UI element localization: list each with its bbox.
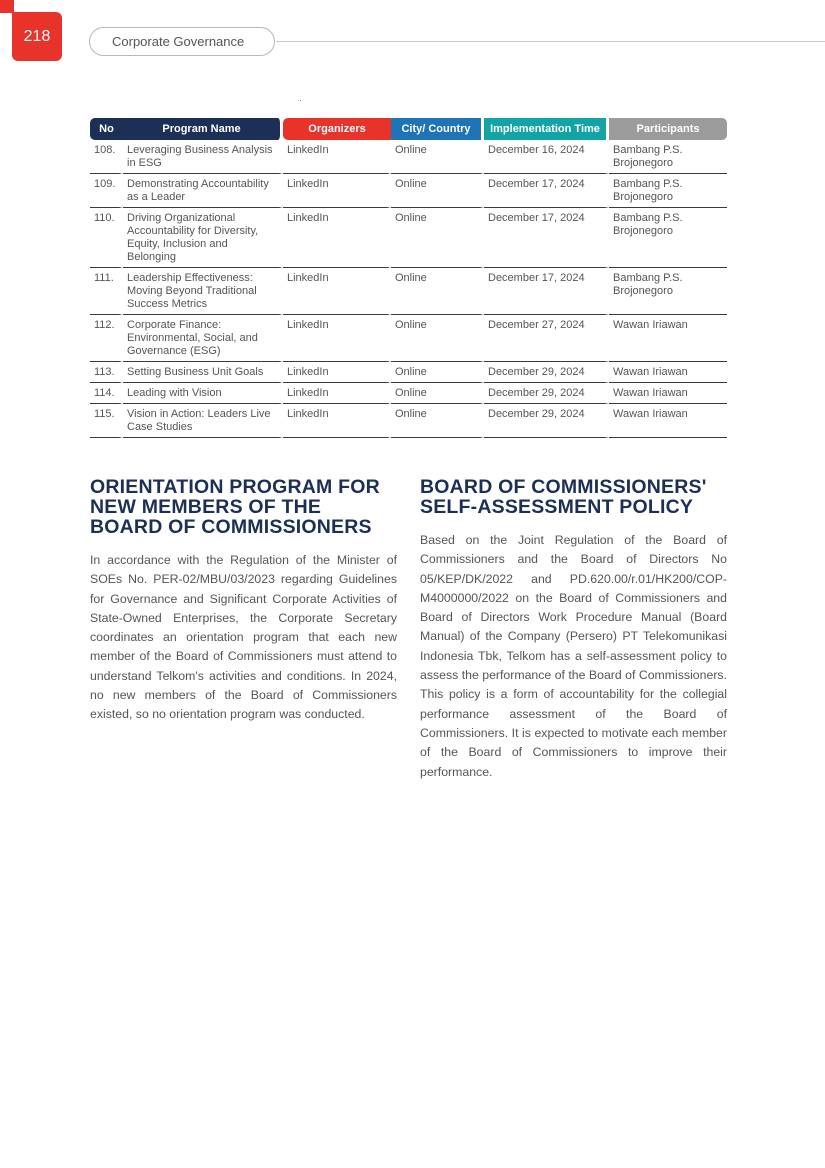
table-row	[90, 383, 727, 404]
table-row	[90, 362, 727, 383]
cell-implementation-time: December 17, 2024	[484, 208, 609, 268]
cell-program-name: Leading with Vision	[123, 383, 283, 404]
section-label: Corporate Governance	[112, 34, 245, 49]
cell-implementation-time: December 17, 2024	[484, 174, 609, 208]
header-participants: Participants	[609, 118, 727, 140]
header-city-country: City/ Country	[391, 118, 484, 140]
orientation-section	[90, 477, 397, 725]
cell-no: 114.	[90, 383, 123, 404]
cell-no: 108.	[90, 140, 123, 174]
cell-city-country: Online	[391, 140, 484, 174]
cell-participant: Wawan Iriawan	[609, 362, 727, 383]
cell-city-country: Online	[391, 383, 484, 404]
cell-program-name: Leveraging Business Analysis in ESG	[123, 140, 283, 174]
section-label-pill	[89, 27, 275, 56]
table-row	[90, 404, 727, 438]
table-row	[90, 268, 727, 315]
cell-city-country: Online	[391, 315, 484, 362]
self-assessment-body: Based on the Joint Regulation of the Board of Commissioners and the Board of Directors No 05/KEP/DK/2022 and PD.620.00/r.01/HK200/COP-M4000000/2022 on the Board of Commissioners and Board of Directors Work Procedure Manual (Board Manual) of the Company (Persero) PT Telekomunikasi Indonesia Tbk, Telkom has a self-assessment policy to assess the performance of the Board of Commissioners. This policy is a form of accountability for the collegial performance assessment of the Board of Commissioners. It is expected to motivate each member of the Board of Commissioners to improve their performance.	[420, 533, 727, 779]
cell-organizer: LinkedIn	[283, 362, 391, 383]
cell-city-country: Online	[391, 404, 484, 438]
cell-no: 113.	[90, 362, 123, 383]
table-header-row	[90, 118, 727, 140]
self-assessment-title: BOARD OF COMMISSIONERS' SELF-ASSESSMENT POLICY	[420, 476, 707, 518]
cell-organizer: LinkedIn	[283, 315, 391, 362]
cell-program-name: Corporate Finance: Environmental, Social, and Governance (ESG)	[123, 315, 283, 362]
table-row	[90, 174, 727, 208]
cell-no: 111.	[90, 268, 123, 315]
cell-implementation-time: December 29, 2024	[484, 404, 609, 438]
cell-implementation-time: December 27, 2024	[484, 315, 609, 362]
cell-organizer: LinkedIn	[283, 208, 391, 268]
cell-implementation-time: December 29, 2024	[484, 383, 609, 404]
orientation-title: ORIENTATION PROGRAM FOR NEW MEMBERS OF THE BOARD OF COMMISSIONERS	[90, 476, 380, 538]
cell-city-country: Online	[391, 362, 484, 383]
cell-implementation-time: December 29, 2024	[484, 362, 609, 383]
cell-participant: Bambang P.S. Brojonegoro	[609, 140, 727, 174]
cell-no: 109.	[90, 174, 123, 208]
page-number: 218	[23, 27, 51, 45]
cell-organizer: LinkedIn	[283, 383, 391, 404]
header-organizers: Organizers	[283, 118, 391, 140]
cell-implementation-time: December 17, 2024	[484, 268, 609, 315]
cell-participant: Wawan Iriawan	[609, 383, 727, 404]
training-programs-table	[90, 118, 727, 438]
cell-city-country: Online	[391, 208, 484, 268]
cell-organizer: LinkedIn	[283, 174, 391, 208]
table-row	[90, 315, 727, 362]
cell-program-name: Demonstrating Accountability as a Leader	[123, 174, 283, 208]
cell-program-name: Leadership Effectiveness: Moving Beyond Traditional Success Metrics	[123, 268, 283, 315]
page-number-badge	[12, 12, 62, 61]
header-divider	[276, 41, 825, 42]
cell-program-name: Vision in Action: Leaders Live Case Studies	[123, 404, 283, 438]
cell-organizer: LinkedIn	[283, 268, 391, 315]
self-assessment-section	[420, 477, 727, 782]
cell-participant: Wawan Iriawan	[609, 315, 727, 362]
cell-organizer: LinkedIn	[283, 404, 391, 438]
orientation-body: In accordance with the Regulation of the Minister of SOEs No. PER-02/MBU/03/2023 regarding Guidelines for Governance and Significant Corporate Activities of State-Owned Enterprises, the Corporate Secretary coordinates an orientation program that each new member of the Board of Commissioners must attend to understand Telkom's activities and conditions. In 2024, no new members of the Board of Commissioners existed, so no orientation program was conducted.	[90, 553, 397, 722]
cell-participant: Wawan Iriawan	[609, 404, 727, 438]
stray-dot	[300, 100, 301, 101]
cell-no: 115.	[90, 404, 123, 438]
cell-participant: Bambang P.S. Brojonegoro	[609, 268, 727, 315]
cell-participant: Bambang P.S. Brojonegoro	[609, 208, 727, 268]
header-program-name: Program Name	[123, 118, 283, 140]
cell-no: 110.	[90, 208, 123, 268]
cell-implementation-time: December 16, 2024	[484, 140, 609, 174]
cell-no: 112.	[90, 315, 123, 362]
table-row	[90, 208, 727, 268]
cell-program-name: Driving Organizational Accountability for Diversity, Equity, Inclusion and Belonging	[123, 208, 283, 268]
cell-organizer: LinkedIn	[283, 140, 391, 174]
cell-city-country: Online	[391, 268, 484, 315]
header-no: No	[90, 118, 123, 140]
cell-participant: Bambang P.S. Brojonegoro	[609, 174, 727, 208]
header-implementation-time: Implementation Time	[484, 118, 609, 140]
cell-program-name: Setting Business Unit Goals	[123, 362, 283, 383]
cell-city-country: Online	[391, 174, 484, 208]
table-row	[90, 140, 727, 174]
